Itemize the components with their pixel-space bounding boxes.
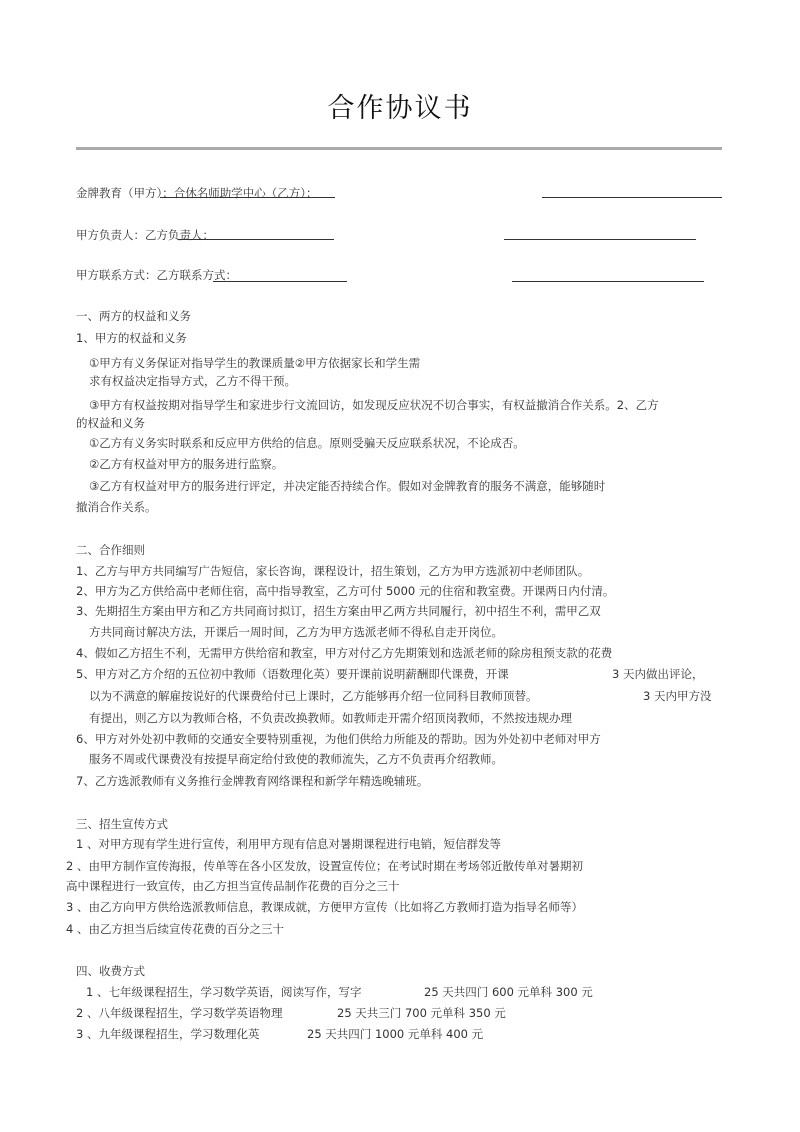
responsible-label: 甲方负责人：乙方负责人： (76, 228, 214, 242)
section2-line: 以为不满意的解雇按说好的代课费给付已上课时，乙方能够再介绍一位同科目教师顶替。 (89, 689, 538, 703)
party-b-contact-line (512, 281, 704, 282)
section1-line: 1、甲方的权益和义务 (76, 331, 187, 345)
section1-line: ①甲方有义务保证对指导学生的教课质量②甲方依据家长和学生需 (89, 356, 421, 370)
fee-row-price: 25 天共三门 700 元单科 350 元 (337, 1006, 506, 1020)
section2-line: 2、甲方为乙方供给高中老师住宿，高中指导教室，乙方可付 5000 元的住宿和教室费。开课两日内付清。 (76, 584, 615, 598)
section1-line: ①乙方有义务实时联系和反应甲方供给的信息。原则受骗天反应联系状况，不论成否。 (89, 436, 525, 450)
section3-line: 1 、对甲方现有学生进行宣传，利用甲方现有信息对暑期课程进行电销，短信群发等 (76, 837, 501, 851)
section2-line: 3 天内做出评论， (612, 667, 704, 681)
section1-line: ③甲方有权益按期对指导学生和家进步行文流回访，如发现反应状况不切合事实，有权益撤消合作关系。2、乙方 (89, 398, 659, 412)
section2-line: 1、乙方与甲方共同编写广告短信，家长咨询，课程设计，招生策划，乙方为甲方选派初中老师团队。 (76, 564, 590, 578)
section2-line: 服务不周或代课费没有按提早商定给付致使的教师流失，乙方不负责再介绍教师。 (89, 752, 503, 766)
section2-line: 6、甲方对外处初中教师的交通安全要特别重视，为他们供给力所能及的帮助。因为外处初中老师对甲方 (76, 732, 601, 746)
section1-line: 的权益和义务 (76, 416, 145, 430)
section1-heading: 一、两方的权益和义务 (76, 309, 191, 323)
section1-line: 撤消合作关系。 (76, 500, 157, 514)
section1-line: ③乙方有权益对甲方的服务进行评定，并决定能否持续合作。假如对金牌教育的服务不满意，能够随时 (89, 479, 606, 493)
party-b-responsible-line (504, 239, 696, 240)
section2-line: 有提出，则乙方以为教师合格，不负责改换教师。如教师走开需介绍顶岗教师，不然按违规办理 (89, 711, 572, 725)
section1-line: ②乙方有权益对甲方的服务进行监察。 (89, 457, 284, 471)
title-divider (76, 147, 722, 150)
section3-heading: 三、招生宣传方式 (76, 817, 168, 831)
party-names-label: 金牌教育（甲方）：合休名师助学中心（乙方）： (76, 186, 318, 200)
section4-heading: 四、收费方式 (76, 964, 145, 978)
section2-line: 方共同商讨解决方法，开课后一周时间，乙方为甲方选派老师不得私自走开岗位。 (89, 625, 503, 639)
section3-line: 4 、由乙方担当后续宣传花费的百分之三十 (66, 922, 284, 936)
party-a-name-line (160, 197, 335, 198)
section2-line: 5、甲方对乙方介绍的五位初中教师（语数理化英）要开课前说明薪酬即代课费，开课 (76, 667, 509, 681)
party-a-responsible-line (178, 239, 334, 240)
section3-line: 高中课程进行一致宣传，由乙方担当宣传品制作花费的百分之三十 (66, 879, 400, 893)
section2-line: 7、乙方选派教师有义务推行金牌教育网络课程和新学年精选晚辅班。 (76, 774, 429, 788)
party-a-contact-line (213, 281, 347, 282)
section1-line: 求有权益决定指导方式，乙方不得干预。 (89, 374, 296, 388)
fee-row-label: 2 、八年级课程招生，学习数学英语物理 (76, 1006, 283, 1020)
fee-row-label: 3 、九年级课程招生，学习数理化英 (76, 1027, 260, 1041)
contact-label: 甲方联系方式：乙方联系方式： (76, 268, 237, 282)
section2-line: 4、假如乙方招生不利，无需甲方供给宿和教室，甲方对付乙方先期策划和选派老师的除房租预支款的花费 (76, 646, 613, 660)
page-title: 合作协议书 (327, 93, 473, 124)
fee-row-price: 25 天共四门 600 元单科 300 元 (424, 985, 593, 999)
section3-line: 3 、由乙方向甲方供给选派教师信息，教课成就，方便甲方宣传（比如将乙方教师打造为指导名师等） (66, 900, 583, 914)
section2-line: 3、先期招生方案由甲方和乙方共同商讨拟订，招生方案由甲乙两方共同履行，初中招生不利，需甲乙双 (76, 604, 601, 618)
fee-row-label: 1 、七年级课程招生，学习数学英语，阅读写作，写字 (86, 985, 362, 999)
fee-row-price: 25 天共四门 1000 元单科 400 元 (307, 1027, 484, 1041)
section3-line: 2 、由甲方制作宣传海报，传单等在各小区发放，设置宣传位；在考试时期在考场邻近散传单对暑期初 (66, 859, 583, 873)
section2-heading: 二、合作细则 (76, 543, 145, 557)
section2-line: 3 天内甲方没 (643, 689, 712, 703)
party-b-name-line (542, 197, 722, 198)
